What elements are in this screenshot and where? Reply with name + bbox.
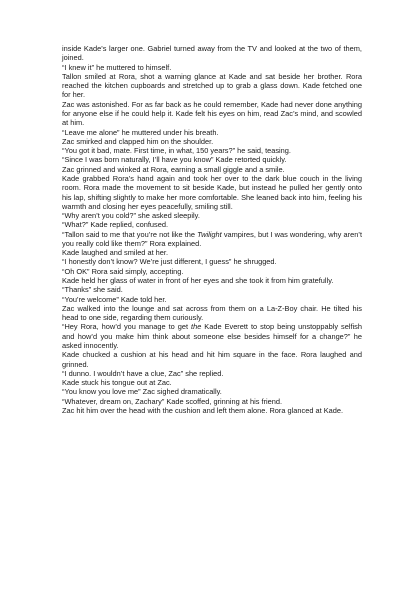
paragraph (62, 63, 362, 72)
paragraph-text: Tallon smiled at Rora, shot a warning glance at Kade and sat beside her brother. Rora reached the kitchen cupboards and stretched up to grab a glass down. Kade fetched one for her. (62, 71, 362, 100)
paragraph-text: vampires, but I was wondering, why aren’t you really cold like them?” Rora explained. (62, 229, 362, 248)
paragraph-text: “I honestly don’t know? We’re just different, I guess” he shrugged. (62, 257, 277, 267)
paragraph (62, 100, 362, 128)
paragraph (62, 267, 362, 276)
paragraph-text: “Leave me alone” he muttered under his breath. (62, 127, 219, 137)
paragraph-text: inside Kade’s larger one. Gabriel turned away from the TV and looked at the two of them, joined. (62, 44, 362, 63)
paragraph (62, 165, 362, 174)
paragraph-text: Zac walked into the lounge and sat across from them on a La-Z-Boy chair. He tilted his head to one side, regarding them curiously. (62, 303, 362, 323)
paragraph (62, 295, 362, 304)
paragraph (62, 304, 362, 323)
paragraph (62, 276, 362, 285)
paragraph-text: “You’re welcome” Kade told her. (62, 294, 167, 304)
document-page (62, 44, 362, 415)
paragraph (62, 72, 362, 100)
paragraph (62, 146, 362, 155)
paragraph (62, 369, 362, 378)
paragraph-text: “I dunno. I wouldn’t have a clue, Zac” she replied. (62, 368, 224, 378)
paragraph-text: Zac smirked and clapped him on the shoulder. (62, 136, 214, 146)
paragraph (62, 174, 362, 211)
paragraph-text: “Oh OK” Rora said simply, accepting. (62, 266, 184, 276)
paragraph-text: “What?” Kade replied, confused. (62, 220, 168, 230)
paragraph (62, 397, 362, 406)
paragraph-text: Kade stuck his tongue out at Zac. (62, 378, 172, 388)
paragraph-text: “Tallon said to me that you’re not like the (62, 229, 198, 239)
paragraph (62, 230, 362, 249)
paragraph (62, 406, 362, 415)
paragraph (62, 137, 362, 146)
paragraph (62, 211, 362, 220)
paragraph (62, 285, 362, 294)
paragraph-text: “I knew it” he muttered to himself. (62, 62, 172, 72)
paragraph (62, 155, 362, 164)
paragraph-text: Zac hit him over the head with the cushion and left them alone. Rora glanced at Kade. (62, 405, 344, 415)
paragraph (62, 128, 362, 137)
paragraph-text: “Since I was born naturally, I’ll have you know” Kade retorted quickly. (62, 155, 287, 165)
paragraph (62, 378, 362, 387)
paragraph-text: Kade grabbed Rora’s hand again and took her over to the dark blue couch in the living room. Rora made the movement to sit beside Kade, but instead he pulled her gently onto his lap, shifting slightly to make her more comfortable. She leaned back into him, feeling his warmth and closing her eyes peacefully, smiling still. (62, 173, 362, 211)
paragraph (62, 44, 362, 63)
paragraph-text: “Why aren’t you cold?” she asked sleepily. (62, 211, 200, 221)
paragraph-text: Kade Everett to stop being unstoppably selfish and how’d you make him think about someone else besides himself for a change?” he asked innocently. (62, 322, 362, 350)
paragraph (62, 387, 362, 396)
paragraph-text: “You got it bad, mate. First time, in what, 150 years?” he said, teasing. (62, 146, 291, 156)
paragraph-text: Zac was astonished. For as far back as he could remember, Kade had never done anything for anyone else if he could help it. Kade felt his eyes on him, read Zac’s mind, and scowled at him. (62, 99, 362, 128)
paragraph (62, 322, 362, 350)
paragraph-text: “Hey Rora, how’d you manage to get (62, 322, 192, 332)
paragraph (62, 220, 362, 229)
italic-text: the (191, 322, 202, 332)
paragraph-text: Kade laughed and smiled at her. (62, 248, 169, 258)
paragraph-text: Zac grinned and winked at Rora, earning a small giggle and a smile. (62, 164, 285, 174)
paragraph-text: “Whatever, dream on, Zachary” Kade scoffed, grinning at his friend. (62, 396, 283, 406)
paragraph (62, 257, 362, 266)
paragraph-text: “Thanks” she said. (62, 285, 123, 295)
paragraph-text: “You know you love me” Zac sighed dramatically. (62, 387, 222, 397)
paragraph (62, 350, 362, 369)
paragraph (62, 248, 362, 257)
italic-text: Twilight (197, 229, 222, 239)
paragraph-text: Kade chucked a cushion at his head and hit him square in the face. Rora laughed and grinned. (62, 350, 362, 369)
paragraph-text: Kade held her glass of water in front of her eyes and she took it from him gratefully. (62, 276, 334, 286)
